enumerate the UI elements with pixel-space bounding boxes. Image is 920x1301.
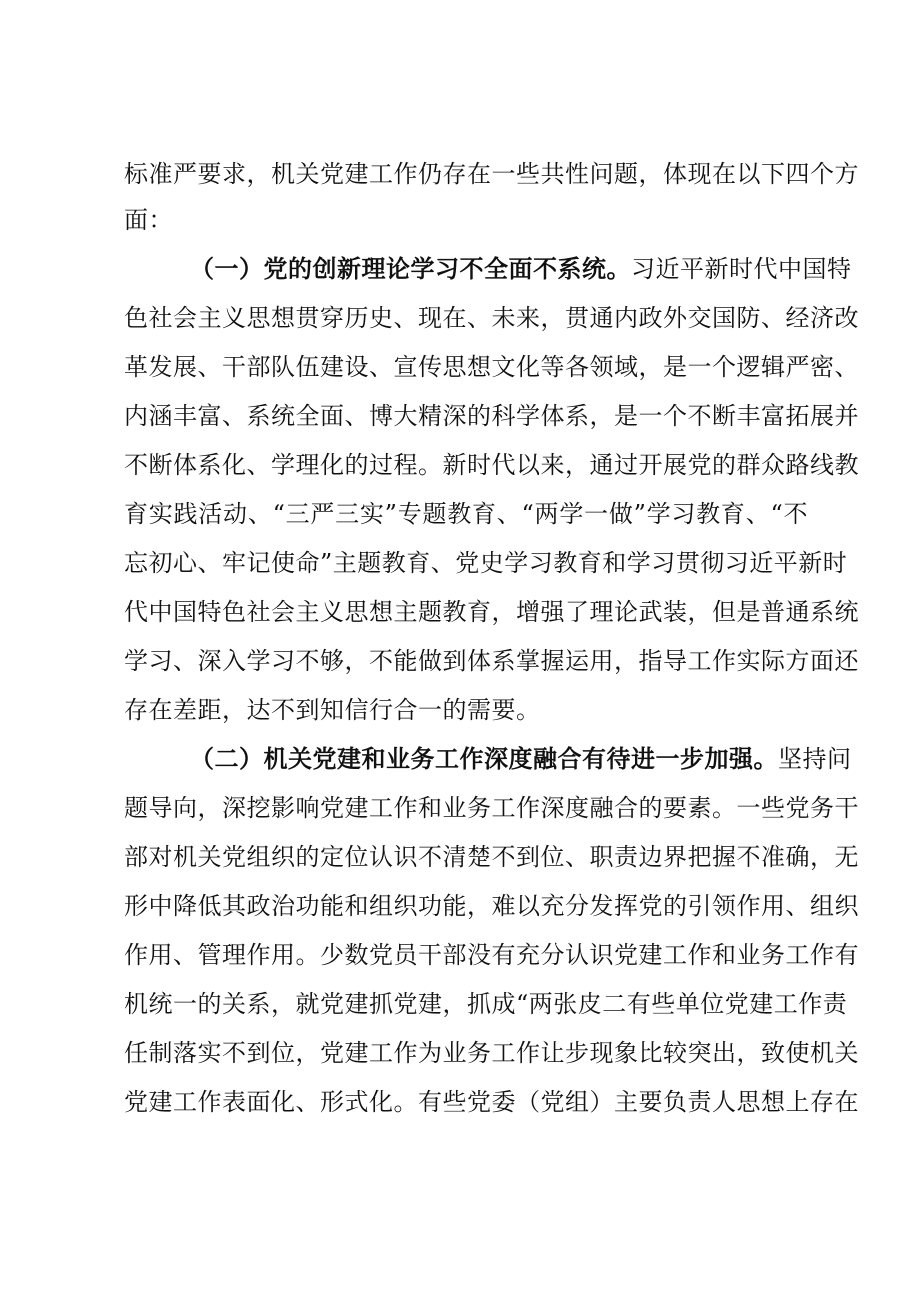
paragraph-1-line: 育实践活动、“三严三实”专题教育、“两学一做”学习教育、“不 xyxy=(124,500,808,528)
paragraph-2-line: 机统一的关系，就党建抓党建，抓成“两张皮二有些单位党建工作责 xyxy=(124,990,848,1018)
paragraph-1-line: 不断体系化、学理化的过程。新时代以来，通过开展党的群众路线教 xyxy=(124,451,859,479)
paragraph-1-line: 存在差距，达不到知信行合一的需要。 xyxy=(124,696,541,724)
paragraph-1-line: 学习、深入学习不够，不能做到体系掌握运用，指导工作实际方面还 xyxy=(124,647,859,675)
paragraph-1-first-line xyxy=(190,246,852,292)
paragraph-1-first-line-text: 习近平新时代中国特 xyxy=(631,255,852,283)
paragraph-2-first-line-text: 坚持问 xyxy=(778,745,852,773)
paragraph-2-line: 任制落实不到位，党建工作为业务工作让步现象比较突出，致使机关 xyxy=(124,1039,859,1067)
paragraph-1-line: 革发展、干部队伍建设、宣传思想文化等各领域，是一个逻辑严密、 xyxy=(124,353,859,381)
paragraph-2-heading: （二）机关党建和业务工作深度融合有待进一步加强。 xyxy=(190,744,778,773)
paragraph-2-line: 作用、管理作用。少数党员干部没有充分认识党建工作和业务工作有 xyxy=(124,941,859,969)
paragraph-1-heading: （一）党的创新理论学习不全面不系统。 xyxy=(190,254,631,283)
intro-line-1: 标准严要求，机关党建工作仍存在一些共性问题，体现在以下四个方 xyxy=(124,160,859,188)
paragraph-2-line: 题导向，深挖影响党建工作和业务工作深度融合的要素。一些党务干 xyxy=(124,794,859,822)
paragraph-1-line: 忘初心、牢记使命”主题教育、党史学习教育和学习贯彻习近平新时 xyxy=(124,549,848,577)
paragraph-2-line: 部对机关党组织的定位认识不清楚不到位、职责边界把握不准确，无 xyxy=(124,843,859,871)
paragraph-1-line: 色社会主义思想贯穿历史、现在、未来，贯通内政外交国防、经济改 xyxy=(124,304,859,332)
intro-line-2: 面： xyxy=(124,206,173,234)
paragraph-1-line: 内涵丰富、系统全面、博大精深的科学体系，是一个不断丰富拓展并 xyxy=(124,402,859,430)
paragraph-2-line: 党建工作表面化、形式化。有些党委（党组）主要负责人思想上存在 xyxy=(124,1088,859,1116)
paragraph-1-line: 代中国特色社会主义思想主题教育，增强了理论武装，但是普通系统 xyxy=(124,598,859,626)
paragraph-2-line: 形中降低其政治功能和组织功能，难以充分发挥党的引领作用、组织 xyxy=(124,892,859,920)
paragraph-2-first-line xyxy=(190,736,852,782)
